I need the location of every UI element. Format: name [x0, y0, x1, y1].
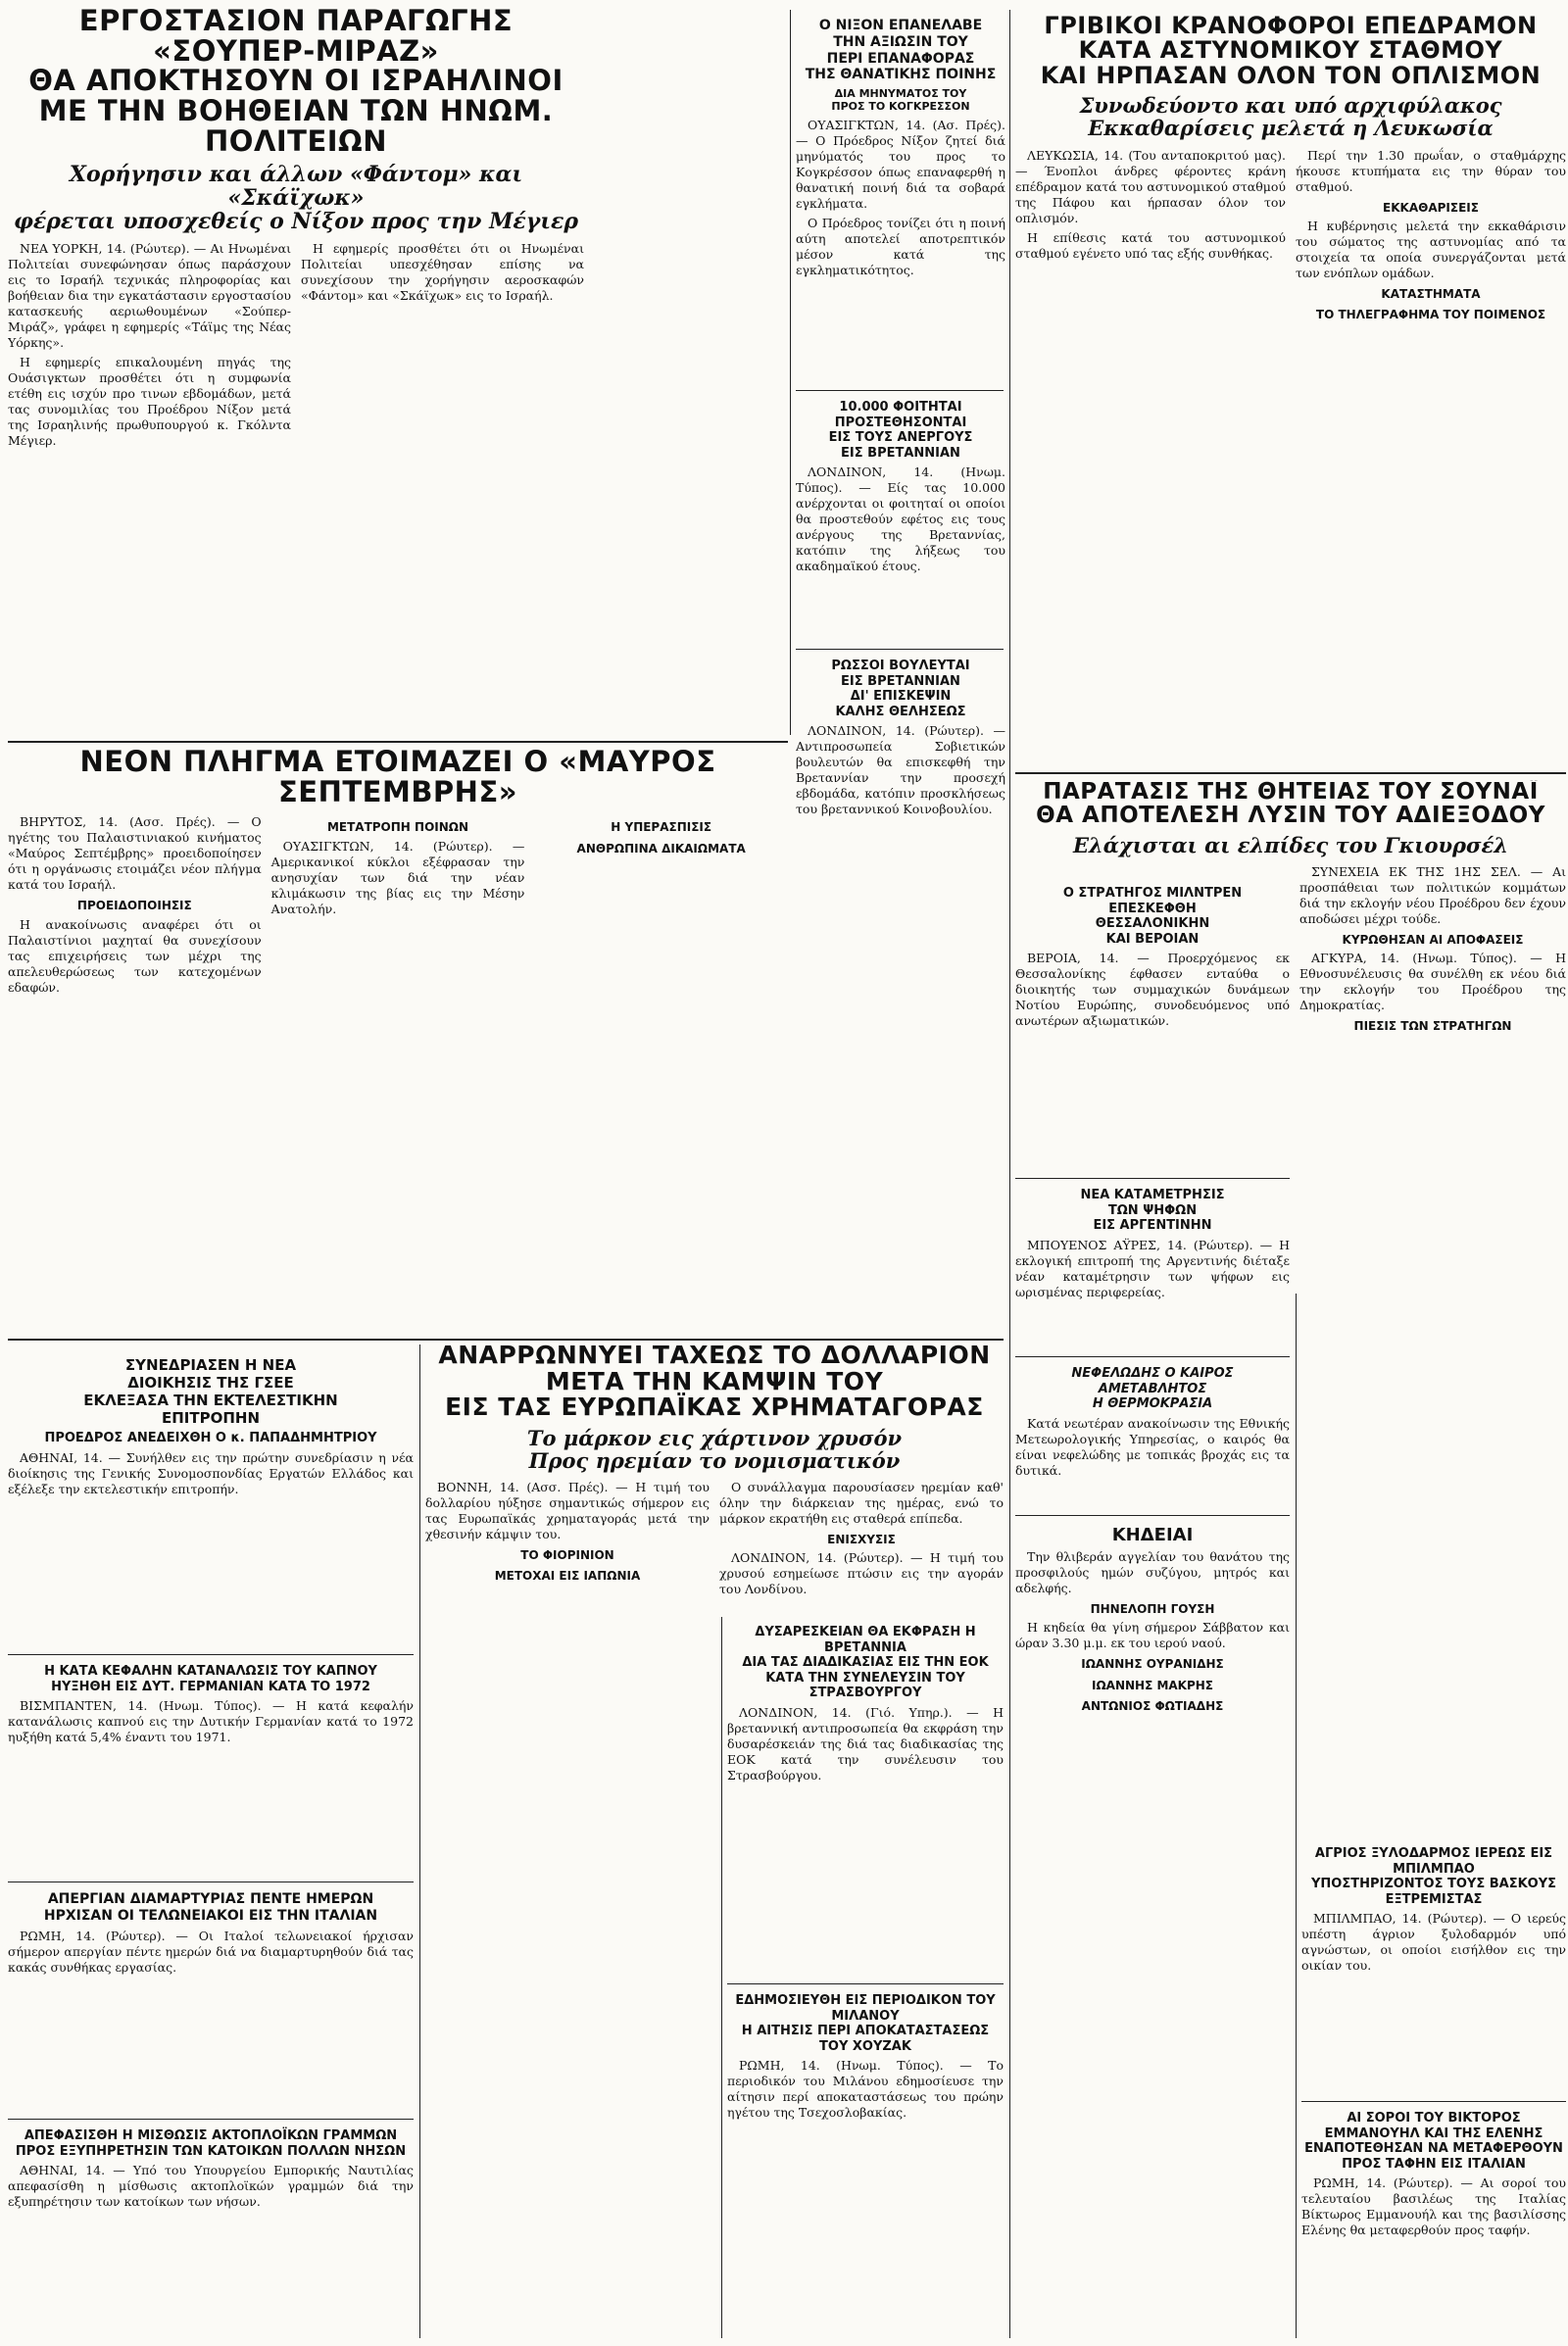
headline-argentina: ΝΕΑ ΚΑΤΑΜΕΤΡΗΣΙΣ ΤΩΝ ΨΗΦΩΝ ΕΙΣ ΑΡΓΕΝΤΙΝΗΝ: [1080, 1188, 1225, 1234]
headline-black-september: ΝΕΟΝ ΠΛΗΓΜΑ ΕΤΟΙΜΑΖΕΙ Ο «ΜΑΥΡΟΣ ΣΕΠΤΕΜΒΡΗΣ»: [79, 747, 716, 808]
subhead-dollar: Το μάρκον εις χάρτινον χρυσόν Προς ηρεμίαν το νομισματικόν: [526, 1425, 903, 1473]
notices-funerals: [1015, 1521, 1290, 2336]
article-priest: [1301, 1842, 1566, 2097]
funerals-body: Την θλιβεράν αγγελίαν του θανάτου της προσφιλούς ημών συζύγου, μητρός και αδελφής. ΠΗΝΕΛΟΠΗ ΓΟΥΣΗ Η κηδεία θα γίνη σήμερον Σάββατον και ώραν 3.30 μ.μ. εκ του ιερού ναού. ΙΩΑΝΝΗΣ ΟΥΡΑΝΙΔΗΣ ΙΩΑΝΝΗΣ ΜΑΚΡΗΣ ΑΝΤΩΝΙΟΣ ΦΩΤΙΑΔΗΣ: [1015, 1549, 1290, 1714]
article-tobacco: [8, 1660, 414, 1876]
sunay-body: ΣΥΝΕΧΕΙΑ ΕΚ ΤΗΣ 1ΗΣ ΣΕΛ. — Αι προσπάθειαι των πολιτικών κομμάτων διά την εκλογήν νέου Προέδρου δεν έχουν αποδώσει μέχρι τούδε. ΚΥΡΩΘΗΣΑΝ ΑΙ ΑΠΟΦΑΣΕΙΣ ΑΓΚΥΡΑ, 14. (Ηνωμ. Τύπος). — Η Εθνοσυνέλευσις θα συνέλθη εκ νέου διά την εκλογήν του Προέδρου της Δημοκρατίας. ΠΙΕΣΙΣ ΤΩΝ ΣΤΡΑΤΗΓΩΝ: [1299, 863, 1566, 1034]
rule-h-2: [796, 390, 1004, 391]
mirage-col-1: ΝΕΑ ΥΟΡΚΗ, 14. (Ρώυτερ). — Αι Ηνωμέναι Πολιτείαι συνεφώνησαν όπως παράσχουν εις το Ισραήλ τεχνικάς πληροφορίας και βοήθειαν δια την εγκατάστασιν εργοστασίου κατασκευής αεριωθουμένων «Σούπερ-Μιράζ», γράφει η εφημερίς «Τάϊμς της Νέας Υόρκης». Η εφημερίς επικαλουμένη πηγάς της Ουάσιγκτων προσθέτει ότι η συμφωνία ετέθη εις ισχύν προ τινων εβδομάδων, μετά τας συνομιλίας του Προέδρου Νίξον μετά της Ισραηλινής πρωθυπουργού κ. Γκόλντα Μέγιερ.: [8, 241, 291, 449]
article-emmanuel: [1301, 2107, 1566, 2338]
rule-h-9: [8, 1654, 414, 1655]
headline-priest: ΑΓΡΙΟΣ ΞΥΛΟΔΑΡΜΟΣ ΙΕΡΕΩΣ ΕΙΣ ΜΠΙΛΜΠΑΟ ΥΠΟΣΤΗΡΙΖΟΝΤΟΣ ΤΟΥΣ ΒΑΣΚΟΥΣ ΕΞΤΡΕΜΙΣΤΑΣ: [1310, 1846, 1557, 1907]
rule-v-2: [1009, 10, 1010, 2338]
rule-h-12: [727, 1983, 1004, 1984]
article-nixon: [796, 14, 1005, 384]
article-russians: [796, 655, 1005, 849]
subhead-cyprus: Συνωδεύοντο και υπό αρχιφύλακος Εκκαθαρίσεις μελετά η Λευκωσία: [1079, 93, 1502, 141]
rule-h-11: [8, 2119, 414, 2120]
article-black-september: [8, 747, 788, 1335]
article-shipping: [8, 2125, 414, 2338]
subhead-sunay: Ελάχισται αι ελπίδες του Γκιουρσέλ: [1073, 832, 1508, 857]
rule-h-1: [8, 741, 788, 743]
headline-nixon: Ο ΝΙΞΟΝ ΕΠΑΝΕΛΑΒΕ ΤΗΝ ΑΞΙΩΣΙΝ ΤΟΥ ΠΕΡΙ ΕΠΑΝΑΦΟΡΑΣ ΤΗΣ ΘΑΝΑΤΙΚΗΣ ΠΟΙΝΗΣ: [805, 18, 997, 83]
rule-h-7: [1015, 1356, 1290, 1357]
headline-milner: Ο ΣΤΡΑΤΗΓΟΣ ΜΙΛΝΤΡΕΝ ΕΠΕΣΚΕΦΘΗ ΘΕΣΣΑΛΟΝΙΚΗΝ ΚΑΙ ΒΕΡΟΙΑΝ: [1062, 886, 1243, 947]
rule-h-6: [1015, 1178, 1290, 1179]
nixon-body: ΟΥΑΣΙΓΚΤΩΝ, 14. (Ασ. Πρές). — Ο Πρόεδρος Νίξον ζητεί διά μηνύματός του προς το Κογκρέσσον όπως επαναφερθή η θανατική ποινή διά τα σοβαρά εγκλήματα. Ο Πρόεδρος τονίζει ότι η ποινή αύτη αποτελεί αποτρεπτικόν μέσον κατά της εγκληματικότητος.: [796, 117, 1005, 277]
priest-body: ΜΠΙΛΜΠΑΟ, 14. (Ρώυτερ). — Ο ιερεύς υπέστη άγριον ξυλοδαρμόν υπό αγνώστων, οι οποίοι εισήλθον εις την οικίαν του.: [1301, 1911, 1566, 1974]
rule-h-4: [8, 1339, 1004, 1341]
headline-shipping: ΑΠΕΦΑΣΙΣΘΗ Η ΜΙΣΘΩΣΙΣ ΑΚΤΟΠΛΟΪΚΩΝ ΓΡΑΜΜΩΝ ΠΡΟΣ ΕΞΥΠΗΡΕΤΗΣΙΝ ΤΩΝ ΚΑΤΟΙΚΩΝ ΠΟΛΛΩΝ ΝΗΣΩΝ: [15, 2128, 407, 2159]
rule-h-8: [1015, 1515, 1290, 1516]
headline-emmanuel: ΑΙ ΣΟΡΟΙ ΤΟΥ ΒΙΚΤΟΡΟΣ ΕΜΜΑΝΟΥΗΛ ΚΑΙ ΤΗΣ ΕΛΕΝΗΣ ΕΝΑΠΟΤΕΘΗΣΑΝ ΝΑ ΜΕΤΑΦΕΡΘΟΥΝ ΠΡΟΣ ΤΑΦΗΝ ΕΙΣ ΙΤΑΛΙΑΝ: [1304, 2111, 1563, 2172]
headline-dollar: ΑΝΑΡΡΩΝΝΥΕΙ ΤΑΧΕΩΣ ΤΟ ΔΟΛΛΑΡΙΟΝ ΜΕΤΑ ΤΗΝ ΚΑΜΨΙΝ ΤΟΥ ΕΙΣ ΤΑΣ ΕΥΡΩΠΑΪΚΑΣ ΧΡΗΜΑΤΑΓΟΡΑΣ: [438, 1343, 991, 1421]
rule-h-13: [1301, 2101, 1566, 2102]
subhead-gsee: ΠΡΟΕΔΡΟΣ ΑΝΕΔΕΙΧΘΗ Ο κ. ΠΑΠΑΔΗΜΗΤΡΙΟΥ: [44, 1431, 377, 1445]
cyprus-col-2: Περί την 1.30 πρωΐαν, ο σταθμάρχης ήκουσε κτυπήματα εις την θύραν του σταθμού. ΕΚΚΑΘΑΡΙΣΕΙΣ Η κυβέρνησις μελετά την εκκαθάρισιν του σώματος της αστυνομίας από τα στοιχεία τα οποία συνεργάζονται μετά των ενόπλων ομάδων. ΚΑΤΑΣΤΗΜΑΤΑ ΤΟ ΤΗΛΕΓΡΑΦΗΜΑ ΤΟΥ ΠΟΙΜΕΝΟΣ: [1296, 147, 1566, 322]
september-col-3: Η ΥΠΕΡΑΣΠΙΣΙΣ ΑΝΘΡΩΠΙΝΑ ΔΙΚΑΙΩΜΑΤΑ: [576, 820, 746, 855]
article-weather: [1015, 1362, 1290, 1509]
strike-body: ΡΩΜΗ, 14. (Ρώυτερ). — Οι Ιταλοί τελωνειακοί ήρχισαν σήμερον απεργίαν πέντε ημερών διά να διαμαρτυρηθούν διά τας κακάς συνθήκας εργασίας.: [8, 1928, 414, 1975]
september-col-1: ΒΗΡΥΤΟΣ, 14. (Ασσ. Πρές). — Ο ηγέτης του Παλαιστινιακού κινήματος «Μαύρος Σεπτέμβρης» προειδοποίησεν ότι η οργάνωσις ετοιμάζει νέον πλήγμα κατά του Ισραήλ. ΠΡΟΕΙΔΟΠΟΙΗΣΙΣ Η ανακοίνωσις αναφέρει ότι οι Παλαιστίνιοι μαχηταί θα συνεχίσουν τας επιχειρήσεις των μέχρι της απελευθερώσεως των κατεχομένων εδαφών.: [8, 814, 262, 995]
tobacco-body: ΒΙΣΜΠΑΝΤΕΝ, 14. (Ηνωμ. Τύπος). — Η κατά κεφαλήν κατανάλωσις καπνού εις την Δυτικήν Γερμανίαν κατά το 1972 ηυξήθη κατά 5,4% έναντι του 1971.: [8, 1698, 414, 1745]
emmanuel-body: ΡΩΜΗ, 14. (Ρώυτερ). — Αι σοροί του τελευταίου βασιλέως της Ιταλίας Βίκτωρος Εμμανουήλ και της βασιλίσσης Ελένης θα μεταφερθούν προς ταφήν.: [1301, 2175, 1566, 2238]
shipping-body: ΑΘΗΝΑΙ, 14. — Υπό του Υπουργείου Εμπορικής Ναυτιλίας απεφασίσθη η μίσθωσις ακτοπλοϊκών γραμμών διά την εξυπηρέτησιν των κατοίκων των νήσων.: [8, 2163, 414, 2210]
milan-body: ΡΩΜΗ, 14. (Ηνωμ. Τύπος). — Το περιοδικόν του Μιλάνου εδημοσίευσε την αίτησιν περί αποκαταστάσεως του πρώην ηγέτου της Τσεχοσλοβακίας.: [727, 2058, 1004, 2121]
funerals-title: ΚΗΔΕΙΑΙ: [1111, 1525, 1194, 1545]
headline-russians: ΡΩΣΣΟΙ ΒΟΥΛΕΥΤΑΙ ΕΙΣ ΒΡΕΤΑΝΝΙΑΝ ΔΙ' ΕΠΙΣΚΕΨΙΝ ΚΑΛΗΣ ΘΕΛΗΣΕΩΣ: [831, 659, 970, 719]
russians-body: ΛΟΝΔΙΝΟΝ, 14. (Ρώυτερ). — Αντιπροσωπεία Σοβιετικών βουλευτών θα επισκεφθή την Βρεταννίαν την προσεχή εβδομάδα, κατόπιν προσκλήσεως του βρεταννικού Κοινοβουλίου.: [796, 723, 1005, 817]
article-gsee: [8, 1352, 414, 1646]
headline-milan: ΕΔΗΜΟΣΙΕΥΘΗ ΕΙΣ ΠΕΡΙΟΔΙΚΟΝ ΤΟΥ ΜΙΛΑΝΟΥ Η ΑΙΤΗΣΙΣ ΠΕΡΙ ΑΠΟΚΑΤΑΣΤΑΣΕΩΣ ΤΟΥ ΧΟΥΖΑΚ: [735, 1993, 996, 2054]
dollar-col-2: Ο συνάλλαγμα παρουσίασεν ηρεμίαν καθ' όλην την διάρκειαν της ημέρας, ενώ το μάρκον εκρατήθη εις σταθερά επίπεδα. ΕΝΙΣΧΥΣΙΣ ΛΟΝΔΙΝΟΝ, 14. (Ρώυτερ). — Η τιμή του χρυσού εσημείωσε πτώσιν εις την αγοράν του Λονδίνου.: [719, 1479, 1004, 1597]
subhead-mirage: Χορήγησιν και άλλων «Φάντομ» και «Σκάϊχωκ» φέρεται υποσχεθείς ο Νίξον προς την Μέγιερ: [14, 161, 578, 235]
britain-body: ΛΟΝΔΙΝΟΝ, 14. (Γιό. Υπηρ.). — Η βρεταννική αντιπροσωπεία θα εκφράση την δυσαρέσκειάν της διά τας διαδικασίας της ΕΟΚ κατά την συνέλευσιν του Στρασβούργου.: [727, 1704, 1004, 1783]
headline-sunay: ΠΑΡΑΤΑΣΙΣ ΤΗΣ ΘΗΤΕΙΑΣ ΤΟΥ ΣΟΥΝΑΪ ΘΑ ΑΠΟΤΕΛΕΣΗ ΛΥΣΙΝ ΤΟΥ ΑΔΙΕΞΟΔΟΥ: [1036, 780, 1545, 829]
headline-weather: ΝΕΦΕΛΩΔΗΣ Ο ΚΑΙΡΟΣ ΑΜΕΤΑΒΛΗΤΟΣ Η ΘΕΡΜΟΚΡΑΣΙΑ: [1071, 1366, 1234, 1412]
headline-mirage: ΕΡΓΟΣΤΑΣΙΟΝ ΠΑΡΑΓΩΓΗΣ «ΣΟΥΠΕΡ-ΜΙΡΑΖ» ΘΑ ΑΠΟΚΤΗΣΟΥΝ ΟΙ ΙΣΡΑΗΛΙΝΟΙ ΜΕ ΤΗΝ ΒΟΗΘΕΙΑΝ ΤΩΝ ΗΝΩΜ. ΠΟΛΙΤΕΙΩΝ: [28, 6, 564, 158]
article-argentina: [1015, 1184, 1290, 1350]
argentina-body: ΜΠΟΥΕΝΟΣ ΑΫΡΕΣ, 14. (Ρώυτερ). — Η εκλογική επιτροπή της Αργεντινής διέταξε νέαν καταμέτρησιν των ψήφων εις ωρισμένας περιφερείας.: [1015, 1237, 1290, 1299]
headline-strike: ΑΠΕΡΓΙΑΝ ΔΙΑΜΑΡΤΥΡΙΑΣ ΠΕΝΤΕ ΗΜΕΡΩΝ ΗΡΧΙΣΑΝ ΟΙ ΤΕΛΩΝΕΙΑΚΟΙ ΕΙΣ ΤΗΝ ΙΤΑΛΙΑΝ: [43, 1891, 378, 1924]
rule-v-1: [790, 10, 791, 735]
article-strike: [8, 1887, 414, 2113]
headline-gsee: ΣΥΝΕΔΡΙΑΣΕΝ Η ΝΕΑ ΔΙΟΙΚΗΣΙΣ ΤΗΣ ΓΣΕΕ ΕΚΛΕΞΑΣΑ ΤΗΝ ΕΚΤΕΛΕΣΤΙΚΗΝ ΕΠΙΤΡΟΠΗΝ: [83, 1356, 338, 1427]
rule-v-5: [1296, 1294, 1297, 2338]
gsee-body: ΑΘΗΝΑΙ, 14. — Συνήλθεν εις την πρώτην συνεδρίασιν η νέα διοίκησις της Γενικής Συνομοσπονδίας Εργατών Ελλάδος και εξέλεξε την εκτελεστικήν επιτροπήν.: [8, 1449, 414, 1496]
headline-cyprus: ΓΡΙΒΙΚΟΙ ΚΡΑΝΟΦΟΡΟΙ ΕΠΕΔΡΑΜΟΝ ΚΑΤΑ ΑΣΤΥΝΟΜΙΚΟΥ ΣΤΑΘΜΟΥ ΚΑΙ ΗΡΠΑΣΑΝ ΟΛΟΝ ΤΟΝ ΟΠΛΙΣΜΟΝ: [1040, 14, 1542, 89]
rule-h-5: [1015, 772, 1566, 774]
dollar-col-1: ΒΟΝΝΗ, 14. (Ασσ. Πρές). — Η τιμή του δολλαρίου ηύξησε σημαντικώς σήμερον εις τας Ευρωπαϊκάς χρηματαγοράς μετά την χθεσινήν κάμψιν του. ΤΟ ΦΙΟΡΙΝΙΟΝ ΜΕΤΟΧΑΙ ΕΙΣ ΙΑΠΩΝΙΑ: [425, 1479, 710, 1584]
article-mirage: [8, 6, 584, 739]
article-cyprus: [1015, 14, 1566, 764]
rule-h-3: [796, 649, 1004, 650]
students-body: ΛΟΝΔΙΝΟΝ, 14. (Ηνωμ. Τύπος). — Είς τας 10.000 ανέρχονται οι φοιτηταί οι οποίοι θα προστεθούν εφέτος εις τους ανέργους της Βρεταννίας, κατόπιν της λήξεως του ακαδημαϊκού έτους.: [796, 464, 1005, 574]
september-col-2: ΜΕΤΑΤΡΟΠΗ ΠΟΙΝΩΝ ΟΥΑΣΙΓΚΤΩΝ, 14. (Ρώυτερ). — Αμερικανικοί κύκλοι εξέφρασαν την ανησυχίαν των διά την νέαν κλιμάκωσιν της βίας εις την Μέσην Ανατολήν.: [270, 820, 525, 916]
weather-body: Κατά νεωτέραν ανακοίνωσιν της Εθνικής Μετεωρολογικής Υπηρεσίας, ο καιρός θα είναι νεφελώδης με τοπικάς βροχάς εις τα δυτικά.: [1015, 1415, 1290, 1478]
article-milner: [1015, 882, 1290, 1098]
rule-v-4: [721, 1617, 722, 2338]
rule-v-3: [419, 1344, 420, 2338]
milner-body: ΒΕΡΟΙΑ, 14. — Προερχόμενος εκ Θεσσαλονίκης έφθασεν ενταύθα ο διοικητής των συμμαχικών δυνάμεων Νοτίου Ευρώπης, συνοδευόμενος υπό ανωτέρων αξιωματικών.: [1015, 951, 1290, 1029]
headline-students: 10.000 ΦΟΙΤΗΤΑΙ ΠΡΟΣΤΕΘΗΣΟΝΤΑΙ ΕΙΣ ΤΟΥΣ ΑΝΕΡΓΟΥΣ ΕΙΣ ΒΡΕΤΑΝΝΙΑΝ: [828, 400, 973, 461]
subhead-nixon: ΔΙΑ ΜΗΝΥΜΑΤΟΣ ΤΟΥ ΠΡΟΣ ΤΟ ΚΟΓΚΡΕΣΣΟΝ: [831, 87, 970, 114]
mirage-col-2: Η εφημερίς προσθέτει ότι οι Ηνωμέναι Πολιτείαι υπεσχέθησαν επίσης να συνεχίσουν την χορήγησιν αεροσκαφών «Φάντομ» και «Σκάϊχωκ» εις το Ισραήλ.: [301, 241, 584, 304]
cyprus-col-1: ΛΕΥΚΩΣΙΑ, 14. (Του ανταποκριτού μας). — Ένοπλοι άνδρες φέροντες κράνη επέδραμον κατά του αστυνομικού σταθμού της Πάφου και ήρπασαν όλον τον οπλισμόν. Η επίθεσις κατά του αστυνομικού σταθμού εγένετο υπό τας εξής συνθήκας.: [1015, 147, 1286, 261]
headline-britain-eec: ΔΥΣΑΡΕΣΚΕΙΑΝ ΘΑ ΕΚΦΡΑΣΗ Η ΒΡΕΤΑΝΝΙΑ ΔΙΑ ΤΑΣ ΔΙΑΔΙΚΑΣΙΑΣ ΕΙΣ ΤΗΝ ΕΟΚ ΚΑΤΑ ΤΗΝ ΣΥΝΕΛΕΥΣΙΝ ΤΟΥ ΣΤΡΑΣΒΟΥΡΓΟΥ: [742, 1625, 989, 1701]
article-students: [796, 396, 1005, 645]
headline-tobacco: Η ΚΑΤΑ ΚΕΦΑΛΗΝ ΚΑΤΑΝΑΛΩΣΙΣ ΤΟΥ ΚΑΠΝΟΥ ΗΥΞΗΘΗ ΕΙΣ ΔΥΤ. ΓΕΡΜΑΝΙΑΝ ΚΑΤΑ ΤΟ 1972: [44, 1664, 377, 1694]
article-milan: [727, 1989, 1004, 2338]
article-britain-eec: [727, 1621, 1004, 1974]
